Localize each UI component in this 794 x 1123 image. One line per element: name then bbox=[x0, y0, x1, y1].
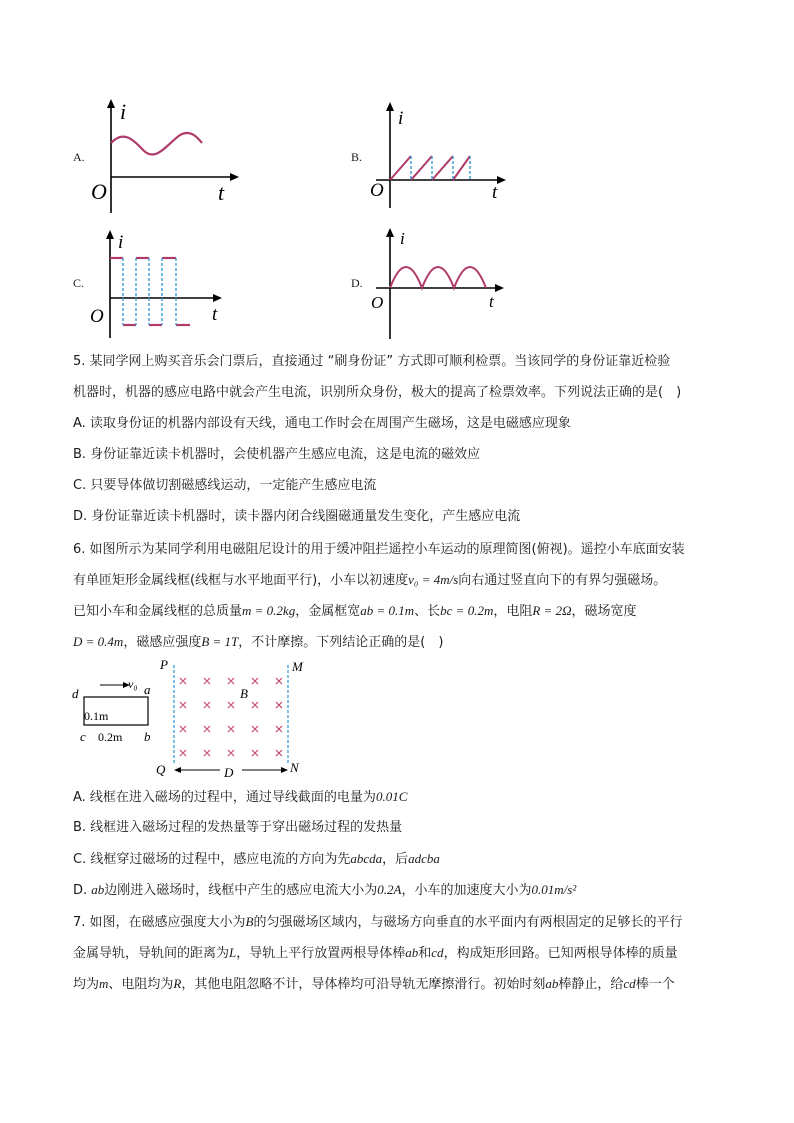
graph-a-y-label: i bbox=[120, 99, 127, 124]
label-D: D bbox=[224, 765, 234, 780]
graph-c bbox=[88, 226, 233, 341]
label-B: B bbox=[240, 686, 248, 701]
q6-stem-line-4: D = 0.4m，磁感应强度B = 1T，不计摩擦。下列结论正确的是( ) bbox=[73, 634, 444, 650]
q5-stem-line-2: 机器时，机器的感应电路中就会产生电流，识别所众身份，极大的提高了检票效率。下列说法正确的是( ) bbox=[73, 385, 682, 400]
option-c-letter: C. bbox=[73, 276, 85, 290]
label-d: d bbox=[72, 686, 79, 701]
label-width: 0.1m bbox=[84, 709, 109, 723]
graph-d-y-label: i bbox=[400, 229, 405, 248]
q6-stem-line-3: 已知小车和金属线框的总质量m = 0.2kg，金属框宽ab = 0.1m、长bc = 0.2m，电阻R = 2Ω，磁场宽度 bbox=[73, 603, 637, 619]
graph-b-origin: O bbox=[370, 180, 384, 201]
graph-c-x-label: t bbox=[212, 304, 218, 325]
label-v0: v₀ bbox=[128, 677, 138, 691]
q6-option-a: A. 线框在进入磁场的过程中，通过导线截面的电量为0.01C bbox=[73, 789, 408, 805]
graph-b-y-label: i bbox=[398, 108, 404, 129]
q6-stem-line-1: 6. 如图所示为某同学利用电磁阻尼设计的用于缓冲阻拦遥控小车运动的原理简图(俯视)。遥控小车底面安装 bbox=[73, 542, 685, 557]
q5-option-b: B. 身份证靠近读卡机器时，会使机器产生感应电流，这是电流的磁效应 bbox=[73, 447, 481, 462]
q6-option-b: B. 线框进入磁场过程的发热量等于穿出磁场过程的发热量 bbox=[73, 820, 403, 835]
graph-b-x-label: t bbox=[492, 182, 498, 203]
q5-option-c: C. 只要导体做切割磁感线运动，一定能产生感应电流 bbox=[73, 478, 377, 493]
graph-a-origin: O bbox=[91, 179, 107, 204]
q6-option-d: D. ab边刚进入磁场时，线框中产生的感应电流大小为0.2A，小车的加速度大小为0.01m/s² bbox=[73, 882, 577, 898]
graph-c-y-label: i bbox=[118, 232, 124, 253]
q7-stem-line-1: 7. 如图，在磁感应强度大小为B的匀强磁场区域内，与磁场方向垂直的水平面内有两根固定的足够长的平行 bbox=[73, 914, 683, 930]
label-b: b bbox=[144, 729, 151, 744]
q7-stem-line-2: 金属导轨，导轨间的距离为L，导轨上平行放置两根导体棒ab和cd，构成矩形回路。已知两根导体棒的质量 bbox=[73, 945, 678, 961]
q7-stem-line-3: 均为m、电阻均为R，其他电阻忽略不计，导体棒均可沿导轨无摩擦滑行。初始时刻ab棒静止，给cd棒一个 bbox=[73, 976, 675, 992]
q5-stem-line-1: 5. 某同学网上购买音乐会门票后，直接通过 “刷身份证” 方式即可顺利检票。当该同学的身份证靠近检验 bbox=[73, 354, 671, 369]
label-P: P bbox=[160, 657, 168, 672]
label-a: a bbox=[144, 682, 151, 697]
q6-stem-line-2: 有单匝矩形金属线框(线框与水平地面平行)，小车以初速度v₀ = 4m/s向右通过竖直向下的有界匀强磁场。 bbox=[73, 572, 667, 588]
graph-a-x-label: t bbox=[218, 180, 225, 205]
graph-d-x-label: t bbox=[489, 292, 494, 311]
graph-c-origin: O bbox=[90, 306, 104, 327]
option-a-letter: A. bbox=[73, 150, 85, 164]
q6-magnetic-field-figure bbox=[70, 657, 310, 782]
field-crosses bbox=[180, 678, 282, 756]
graph-d-origin: O bbox=[371, 293, 384, 312]
label-Q: Q bbox=[156, 762, 166, 777]
option-b-letter: B. bbox=[351, 150, 363, 164]
label-c: c bbox=[80, 729, 86, 744]
label-length: 0.2m bbox=[98, 730, 123, 744]
graph-d bbox=[368, 224, 513, 342]
q5-option-a: A. 读取身份证的机器内部设有天线，通电工作时会在周围产生磁场，这是电磁感应现象 bbox=[73, 416, 571, 431]
graph-a bbox=[88, 95, 248, 220]
label-M: M bbox=[292, 659, 303, 674]
q6-option-c: C. 线框穿过磁场的过程中，感应电流的方向为先abcda，后adcba bbox=[73, 851, 440, 867]
q5-option-d: D. 身份证靠近读卡机器时，读卡器内闭合线圈磁通量发生变化，产生感应电流 bbox=[73, 509, 521, 524]
graph-b bbox=[368, 98, 513, 210]
label-N: N bbox=[290, 760, 299, 775]
option-d-letter: D. bbox=[351, 276, 363, 290]
